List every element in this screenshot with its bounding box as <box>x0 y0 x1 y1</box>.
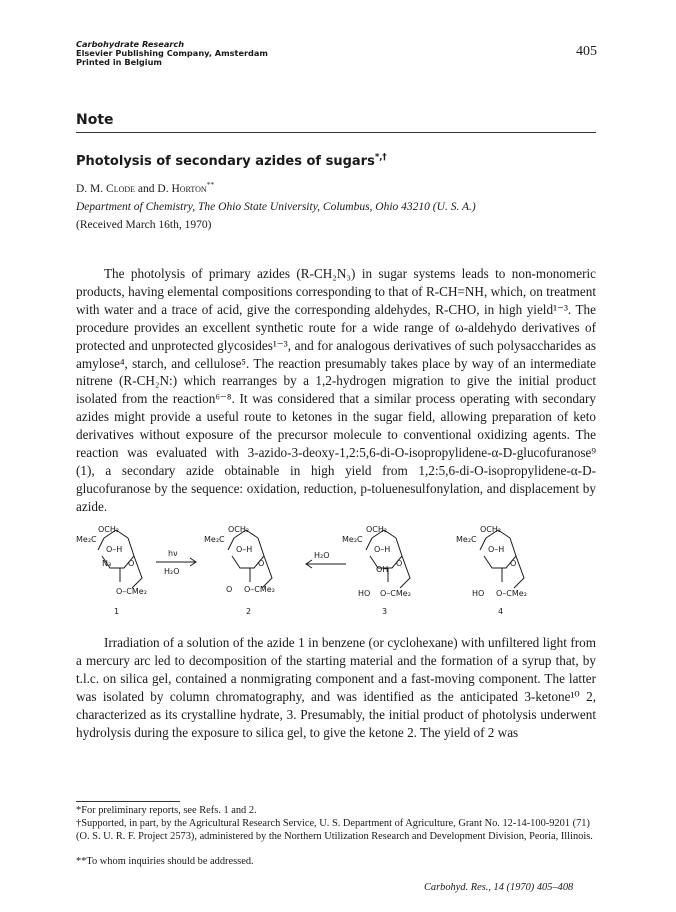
cme2-2: O–CMe₂ <box>244 585 275 594</box>
body-paragraph-2: Irradiation of a solution of the azide 1 in benzene (or cyclohexane) with unfiltered light from a mercury arc led to decomposition of the starting material and the formation of a syrup that, by t.l.c. on silica gel, contained a nonmigrating component and a fast-moving component. The latter was isolated by column chromatography, and was identified as the anticipated 3-ketone¹⁰ 2, characterized as its crystalline hydrate, 3. Presumably, the initial product of photolysis underwent hydrolysis during the exposure to silica gel, to give the ketone 2. The yield of 2 was <box>76 635 596 740</box>
author-separator: and <box>137 183 155 195</box>
cme2-4: O–CMe₂ <box>496 589 527 598</box>
oh-3: OH <box>376 565 389 574</box>
arrow-1-hv: hν <box>168 549 178 558</box>
printed-in: Printed in Belgium <box>76 57 162 67</box>
top-group-4: OCH₂ <box>480 525 502 534</box>
ring-3: O–H <box>374 545 391 554</box>
top-group-1: OCH₂ <box>98 525 120 534</box>
section-label: Note <box>76 112 114 128</box>
compound-1 <box>76 525 147 616</box>
ring-o-1: O <box>128 559 135 568</box>
body-paragraph-1: The photolysis of primary azides (R-CH₂N₃) in sugar systems leads to non-monomeric products, having elemental compositions corresponding to that of R-CH=NH, which, on treatment with water and a trace of acid, give the corresponding aldehydes, R-CHO, in high yield¹⁻³. The procedure provides an excellent synthetic route for a wide range of ω-aldehydo derivatives of protected and unprotected glycosides¹⁻³, and for analogous derivatives of such polysaccharides as amylose⁴, starch, and cellulose⁵. The reaction presumably takes place by way of an intermediate nitrene (R-CH₂N:) which rearranges by a 1,2-hydrogen migration to give the initial product isolated from the reaction⁶⁻⁸. It was considered that a similar process operating with secondary azides might provide a useful route to ketones in the sugar field, allowing preparation of keto derivatives without exposure of the precursor molecule to conventional oxidizing agents. The reaction was evaluated with 3-azido-3-deoxy-1,2:5,6-di-O-isopropylidene-α-D-glucofuranose⁹ (1), a secondary azide obtainable in high yield from 1,2:5,6-di-O-isopropylidene-α-D-glucofuranose by the sequence: oxidation, reduction, p-toluenesulfonylation, and displacement by azide. <box>76 266 596 514</box>
section-divider <box>76 132 596 133</box>
author-2: D. Horton <box>157 183 207 195</box>
journal-citation: Carbohyd. Res., 14 (1970) 405–408 <box>424 882 574 893</box>
reaction-scheme <box>76 522 616 622</box>
ring-o-4: O <box>510 559 517 568</box>
footnote-1: *For preliminary reports, see Refs. 1 and 2. <box>76 805 257 816</box>
ho-3: HO <box>358 589 371 598</box>
arrow-2-h2o: H₂O <box>314 551 330 560</box>
footnote-rule <box>76 801 180 802</box>
arrow-1-h2o: H₂O <box>164 567 180 576</box>
me2c-1: Me₂C <box>76 535 97 544</box>
compound-3 <box>342 525 411 616</box>
running-header <box>76 40 268 67</box>
compound-4 <box>456 525 527 616</box>
me2c-2: Me₂C <box>204 535 225 544</box>
compound-2 <box>204 525 275 616</box>
article-title <box>76 151 387 169</box>
ring-o-3: O <box>396 559 403 568</box>
title-footnote-marks: *,† <box>374 151 387 162</box>
top-group-2: OCH₂ <box>228 525 250 534</box>
department: Department of Chemistry, The Ohio State University, Columbus, Ohio 43210 (U. S. A.) <box>76 201 476 213</box>
keto-o-2: O <box>226 585 233 594</box>
author-1: D. M. Clode <box>76 183 136 195</box>
compound-label-4: 4 <box>498 607 504 616</box>
author-2-mark: ** <box>206 180 215 190</box>
footnote-2: †Supported, in part, by the Agricultural Research Service, U. S. Department of Agriculture, Grant No. 12-14-100-9201 (71) (O. S. U. R. F. Project 2573), administered by the Northern Utilization Research and Development Division, Peoria, Illinois. <box>76 818 593 842</box>
ring-4: O–H <box>488 545 505 554</box>
ring-o-2: O <box>258 559 265 568</box>
cme2-1: O–CMe₂ <box>116 587 147 596</box>
received-date: (Received March 16th, 1970) <box>76 219 212 231</box>
n3-label: N₃ <box>102 559 112 568</box>
title-text: Photolysis of secondary azides of sugars <box>76 154 375 169</box>
publisher: Elsevier Publishing Company, Amsterdam <box>76 48 268 58</box>
footnote-3: **To whom inquiries should be addressed. <box>76 856 254 867</box>
me2c-4: Me₂C <box>456 535 477 544</box>
compound-label-1: 1 <box>114 607 120 616</box>
ring-2: O–H <box>236 545 253 554</box>
ho-4: HO <box>472 589 485 598</box>
compound-label-3: 3 <box>382 607 388 616</box>
compound-label-2: 2 <box>246 607 252 616</box>
page-number: 405 <box>576 44 597 59</box>
journal-name: Carbohydrate Research <box>76 39 185 49</box>
ring-1: O–H <box>106 545 123 554</box>
top-group-3: OCH₂ <box>366 525 388 534</box>
cme2-3: O–CMe₂ <box>380 589 411 598</box>
author-line <box>76 180 215 195</box>
me2c-3: Me₂C <box>342 535 363 544</box>
